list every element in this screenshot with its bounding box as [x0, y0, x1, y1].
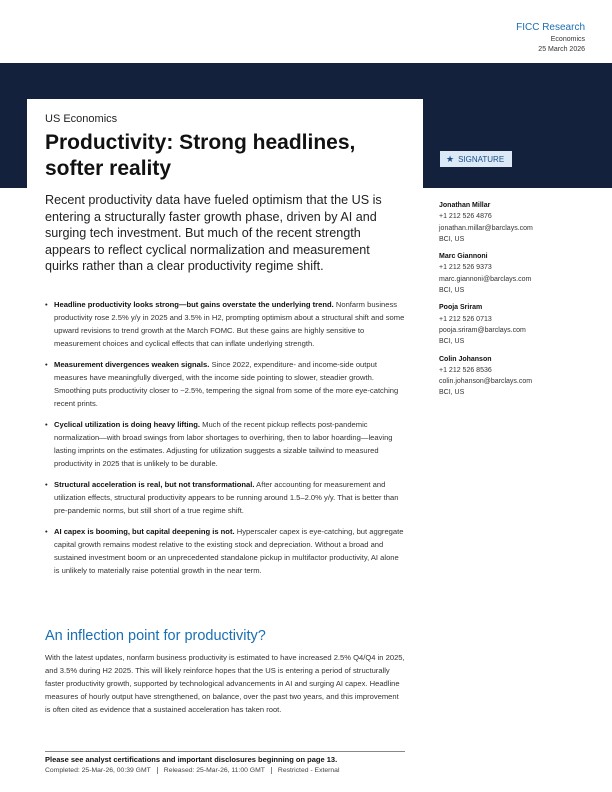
key-point-heading: Headline productivity looks strong—but gains overstate the underlying trend. [54, 300, 334, 309]
star-icon: ★ [446, 153, 455, 164]
analyst-email[interactable]: marc.giannoni@barclays.com [439, 275, 532, 283]
key-point [45, 358, 405, 410]
lead-paragraph: Recent productivity data have fueled optimism that the US is entering a structurally faster growth phase, driven by AI and surging tech investment. But much of the recent strength appears to reflect cyclical normalization and measurement quirks rather than a clear productivity regime shift. [45, 193, 382, 274]
key-point-text: Much of the recent pickup reflects post-pandemic normalization—with broad swings from labor shortages to overhiring, then to labor hoarding—leaving lasting imprints on the estimates. Adjusting for utilization suggests a sizable tailwind to measured productivity in 2025 that is unlikely to be durable. [54, 420, 393, 468]
report-date: 25 March 2026 [538, 46, 585, 53]
completed-timestamp: Completed: 25-Mar-26, 00:39 GMT [45, 767, 151, 774]
disclosure-note: Please see analyst certifications and important disclosures beginning on page 13. [45, 755, 338, 764]
analyst-phone: +1 212 526 4876 [439, 213, 492, 221]
analyst-card [439, 354, 599, 399]
footer-divider [45, 751, 405, 752]
key-point-heading: Structural acceleration is real, but not transformational. [54, 480, 255, 489]
section-body: With the latest updates, nonfarm business productivity is estimated to have increased 2.5% Q4/Q4 in 2025, and 3.5% during H2 2025. This will likely reinforce hopes that the US is entering a period of structurally faster productivity growth, supported by technological advancements in AI and surging AI capex. Headline measures of hourly output have strengthened, on balance, over the past two years, and this improvement is often cited as evidence that a sustained acceleration has taken root. [45, 653, 405, 714]
department-label: FICC Research [516, 22, 585, 33]
report-kicker: US Economics [45, 113, 118, 125]
report-title: Productivity: Strong headlines, softer reality [45, 131, 356, 180]
key-point-text: After accounting for measurement and utilization effects, structural productivity appears to be running around 1.5–2.0% y/y. That is better than pre-pandemic norms, but still short of a true regime shift. [54, 480, 399, 515]
section-heading: An inflection point for productivity? [45, 628, 266, 644]
key-point [45, 478, 405, 517]
footer-meta [45, 767, 345, 774]
restriction-label: Restricted - External [271, 767, 346, 774]
key-point [45, 298, 405, 350]
analyst-name: Marc Giannoni [439, 253, 488, 261]
analyst-entity: BCI, US [439, 287, 465, 295]
key-point [45, 418, 405, 470]
analyst-card [439, 200, 599, 245]
analyst-entity: BCI, US [439, 338, 465, 346]
analyst-phone: +1 212 526 0713 [439, 315, 492, 323]
analyst-contacts [439, 200, 599, 405]
subdepartment-label: Economics [550, 36, 585, 43]
analyst-phone: +1 212 526 9373 [439, 264, 492, 272]
analyst-email[interactable]: colin.johanson@barclays.com [439, 378, 533, 386]
key-points-list [45, 298, 405, 585]
analyst-email[interactable]: jonathan.millar@barclays.com [439, 224, 533, 232]
key-point-heading: AI capex is booming, but capital deepening is not. [54, 527, 235, 536]
analyst-phone: +1 212 526 8536 [439, 366, 492, 374]
analyst-email[interactable]: pooja.sriram@barclays.com [439, 326, 526, 334]
key-point-text: Hyperscaler capex is eye-catching, but aggregate capital growth remains modest relative to the existing stock and depreciation. Without a broad and sustained investment boom or an unprecedented standalone pickup in multifactor productivity, AI alone is unlikely to materially raise potential growth in the near term. [54, 527, 404, 575]
key-point [45, 525, 405, 577]
released-timestamp: Released: 25-Mar-26, 11:00 GMT [157, 767, 271, 774]
signature-badge [440, 151, 512, 167]
key-point-heading: Cyclical utilization is doing heavy lifting. [54, 420, 200, 429]
analyst-card [439, 302, 599, 347]
analyst-name: Colin Johanson [439, 355, 492, 363]
key-point-heading: Measurement divergences weaken signals. [54, 360, 210, 369]
analyst-entity: BCI, US [439, 235, 465, 243]
key-point-text: Nonfarm business productivity rose 2.5% y/y in 2025 and 3.5% in H2, prompting optimism about a structural shift and some upward revisions to trend growth at the March FOMC. But these gains are highly sensitive to measurement choices and cyclical effects that can inflate underlying strength. [54, 300, 405, 348]
signature-badge-label: SIGNATURE [458, 154, 505, 164]
key-point-text: Since 2022, expenditure- and income-side output measures have meaningfully diverged, with the income side pointing to slower, steadier growth. Smoothing puts productivity closer to ~2.5%, tempering the signal from some of the more eye-catching recent prints. [54, 360, 399, 408]
analyst-entity: BCI, US [439, 389, 465, 397]
analyst-card [439, 251, 599, 296]
analyst-name: Pooja Sriram [439, 304, 483, 312]
report-header-meta [516, 22, 585, 53]
analyst-name: Jonathan Millar [439, 202, 491, 209]
